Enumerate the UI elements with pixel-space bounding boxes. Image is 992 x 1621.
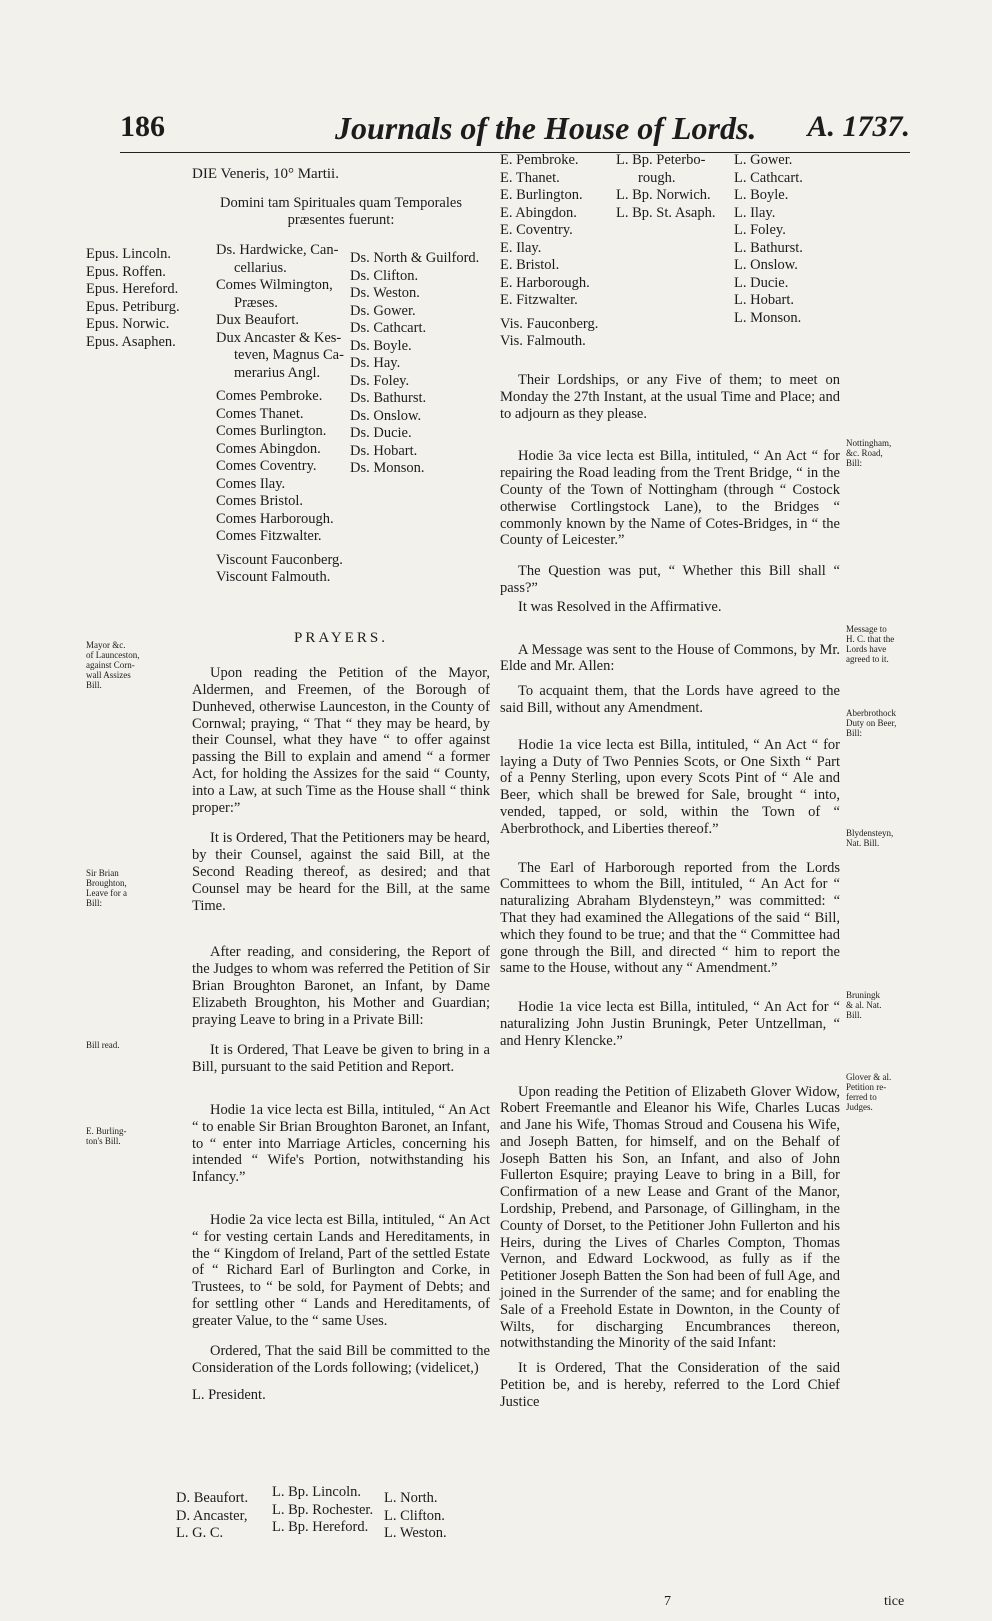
peer-entry: Comes Harborough. <box>216 510 334 527</box>
domini-line: Domini tam Spirituales quam Temporales præsentes fuerunt: <box>220 194 462 228</box>
peer-entry: Comes Thanet. <box>216 405 304 422</box>
acquaint-commons: To acquaint them, that the Lords have agreed to the said Bill, without any Amendment. <box>500 683 840 716</box>
committee-col-1 <box>176 1490 248 1543</box>
peer-entry: Comes Bristol. <box>216 493 304 509</box>
resolved-affirmative: It was Resolved in the Affirmative. <box>518 598 722 615</box>
committee-entry: L. Bp. Lincoln. <box>272 1484 362 1500</box>
committee-entry: L. Monson. <box>734 309 802 326</box>
peer-entry: Ds. Foley. <box>350 372 410 389</box>
peer-entry: Ds. Clifton. <box>350 267 419 284</box>
bishop-entry: Epus. Hereford. <box>86 281 179 297</box>
bill-read-broughton: Hodie 1a vice lecta est Billa, intituled, “ An Act “ to enable Sir Brian Broughton Baronet, an Infant, to “ enter into Marriage Articles, concerning his intended “ Wife's Portion, notwithstanding his Infancy.” <box>192 1101 490 1186</box>
right-column <box>500 372 840 1411</box>
peer-entry: Viscount Falmouth. <box>216 569 331 585</box>
committee-entry: L. Onslow. <box>734 257 798 273</box>
margin-note-bruningk: Bruningk & al. Nat. Bill. <box>846 990 882 1020</box>
peer-entry: Dux Beaufort. <box>216 312 299 328</box>
die-line: DIE Veneris, 10° Martii. <box>192 166 339 182</box>
bishop-entry: Epus. Lincoln. <box>86 246 171 262</box>
committee-entry: D. Ancaster, <box>176 1507 248 1524</box>
committee-entry: L. Bp. Hereford. <box>272 1519 369 1535</box>
order-glover: It is Ordered, That the Consideration of the said Petition be, and is hereby, referred to the Lord Chief Justice <box>500 1360 840 1410</box>
petition-launceston: Upon reading the Petition of the Mayor, Aldermen, and Freemen, of the Borough of Dunheved, otherwise Launceston, in the County of Cornwal; praying, “ That “ they may be heard, by their Counsel, what they have “ to offer against passing the Bill to explain and amend “ a former Act, for holding the Assizes for the said “ County, into a Law, at such Time as the House shall “ think proper:” <box>192 665 490 816</box>
committee-entry: E. Abingdon. <box>500 204 577 221</box>
margin-note-blydensteyn: Blydensteyn, Nat. Bill. <box>846 828 894 848</box>
catchword: tice <box>884 1594 905 1609</box>
committee-entry: E. Coventry. <box>500 222 573 238</box>
bill-burlington: Hodie 2a vice lecta est Billa, intituled, “ An Act “ for vesting certain Lands and Hereditaments, in the “ Kingdom of Ireland, Part of the settled Estate of “ Richard Earl of Burlington and Corke, in Trustees, to “ be sold, for Payment of Debts; and for settling other “ Lands and Hereditaments, of greater Value, to the “ same Uses. <box>192 1211 490 1329</box>
committee-entry: L. G. C. <box>176 1525 224 1541</box>
committee-entry: E. Harborough. <box>500 274 590 291</box>
order-broughton: It is Ordered, That Leave be given to bring in a Bill, pursuant to the said Petition and Report. <box>192 1042 490 1076</box>
petition-glover: Upon reading the Petition of Elizabeth Glover Widow, Robert Freemantle and Eleanor his Wife, Charles Lucas and Jane his Wife, Thomas Stroud and Cousena his Wife, and Joseph Batten, for himself, and on the Behalf of Joseph Batten his Son, an Infant, and also of John Fullerton Esquire; praying Leave to bring in a Bill, for Confirmation of a new Lease and Grant of the Manor, Lordship, Prebend, and Parsonage, of Gillingham, in the County of Dorset, to the Petitioner John Fullerton and his Heirs, during the Lives of Charles Compton, Thomas Vernon, and Edward Lockwood, as fully as if the Petitioner Joseph Batten the Son had been of full Age, and joined in the Surrender of the same; and for enabling the Sale of a Freehold Estate in Downton, in the County of Wilts, for discharging Encumbrances thereon, notwithstanding the Minority of the said Infant: <box>500 1083 840 1352</box>
margin-note-bill-read: Bill read. <box>86 1040 120 1050</box>
committee-entry: L. Foley. <box>734 222 786 238</box>
bill-nottingham: Hodie 3a vice lecta est Billa, intituled, “ An Act “ for repairing the Road leading from the Trent Bridge, “ in the County of the Town of Nottingham (through “ Costock otherwise Cortlingstock Lane), to the Bridges “ commonly known by the Name of Cotes-Bridges, in “ the County of Leicester.” <box>500 448 840 549</box>
peers-list-b <box>350 250 479 478</box>
peer-entry: Ds. North & Guilford. <box>350 250 480 266</box>
report-broughton: After reading, and considering, the Report of the Judges to whom was referred the Petition of Sir Brian Broughton Baronet, an Infant, by Dame Elizabeth Broughton, his Mother and Guardian; praying Leave to bring in a Private Bill: <box>192 944 490 1028</box>
margin-note-launceston: Mayor &c. of Launceston, against Corn- wall Assizes Bill. <box>86 640 140 690</box>
peer-entry: merarius Angl. <box>234 364 321 381</box>
peer-entry: Præses. <box>234 294 278 311</box>
report-harborough: The Earl of Harborough reported from the Lords Committees to whom the Bill, intituled, “ An Act for “ naturalizing Abraham Blydensteyn,” was committed: “ That they had examined the Allegations of the said “ Bill, which they found to be true; and that the “ Committee had gone through the Bill, and directed “ him to report the same to the House, without any “ Amendment.” <box>500 859 840 977</box>
peer-entry: Comes Wilmington, <box>216 277 333 293</box>
peer-entry: Ds. Bathurst. <box>350 390 427 406</box>
margin-note-nottingham: Nottingham, &c. Road, Bill: <box>846 438 892 468</box>
committee-entry: E. Pembroke. <box>500 152 579 168</box>
committee-entry: L. Cathcart. <box>734 169 803 186</box>
committee-entry: L. Boyle. <box>734 187 789 203</box>
peer-entry: Ds. Weston. <box>350 285 420 301</box>
margin-note-message: Message to H. C. that the Lords have agreed to it. <box>846 624 895 664</box>
peer-entry: Ds. Ducie. <box>350 425 412 441</box>
committee-col-5 <box>616 152 716 222</box>
peer-entry: Comes Abingdon. <box>216 440 321 457</box>
committee-entry: L. Bp. Rochester. <box>272 1501 374 1518</box>
committee-entry: L. Gower. <box>734 152 793 168</box>
margin-note-burlington: E. Burling- ton's Bill. <box>86 1126 127 1146</box>
committee-entry: L. Weston. <box>384 1525 447 1541</box>
peer-entry: Ds. Onslow. <box>350 407 422 424</box>
page-number: 186 <box>120 110 165 143</box>
peer-entry: Ds. Gower. <box>350 302 416 319</box>
committee-entry: Vis. Fauconberg. <box>500 315 599 332</box>
committee-entry: E. Thanet. <box>500 169 560 186</box>
committee-entry: Vis. Falmouth. <box>500 333 586 349</box>
margin-note-glover: Glover & al. Petition re- ferred to Judges. <box>846 1072 892 1112</box>
bill-aberbrothock: Hodie 1a vice lecta est Billa, intituled, “ An Act “ for laying a Duty of Two Pennies Scots, or One Sixth “ Part of a Penny Sterling, upon every Scots Pint of “ Ale and Beer, which shall be brewed for Sale, brought “ into, vended, tapped, or sold, within the Town of “ Aberbrothock, and Liberties thereof.” <box>500 736 840 837</box>
committee-entry: rough. <box>638 169 676 186</box>
peer-entry: Comes Coventry. <box>216 458 317 474</box>
committee-col-2 <box>272 1484 373 1537</box>
committee-col-3 <box>384 1490 447 1543</box>
signature-mark: 7 <box>664 1594 671 1609</box>
bishop-entry: Epus. Norwic. <box>86 316 170 332</box>
committee-entry: L. Hobart. <box>734 292 794 308</box>
bishop-entry: Epus. Petriburg. <box>86 298 180 315</box>
margin-note-aberbrothock: Aberbrothock Duty on Beer, Bill: <box>846 708 897 738</box>
bishops-list <box>86 246 180 351</box>
committee-entry: E. Burlington. <box>500 187 583 203</box>
peer-entry: Ds. Hay. <box>350 355 401 371</box>
lordships-meeting: Their Lordships, or any Five of them; to meet on Monday the 27th Instant, at the usual Time and Place; and to adjourn as they please. <box>500 372 840 422</box>
peer-entry: Comes Fitzwalter. <box>216 528 322 544</box>
committee-entry: L. Ilay. <box>734 204 776 221</box>
peer-entry: Comes Ilay. <box>216 475 286 492</box>
committee-entry: D. Beaufort. <box>176 1490 249 1506</box>
peer-entry: Ds. Monson. <box>350 460 425 476</box>
prayers-heading: PRAYERS. <box>294 630 388 647</box>
peer-entry: Viscount Fauconberg. <box>216 551 343 568</box>
committee-entry: L. North. <box>384 1490 438 1506</box>
committee-entry: E. Fitzwalter. <box>500 292 578 308</box>
peer-entry: Ds. Boyle. <box>350 337 412 354</box>
peer-entry: teven, Magnus Ca- <box>234 347 344 363</box>
order-launceston: It is Ordered, That the Petitioners may be heard, by their Counsel, against the said Bill, at the Second Reading thereof, as desired; and that Counsel may be heard for the Bill, at the same Time. <box>192 830 490 914</box>
committee-entry: L. Bathurst. <box>734 239 803 256</box>
committee-entry: L. Bp. St. Asaph. <box>616 204 716 221</box>
margin-note-broughton: Sir Brian Broughton, Leave for a Bill: <box>86 868 127 908</box>
bishop-entry: Epus. Roffen. <box>86 263 166 280</box>
page-title: Journals of the House of Lords. <box>335 110 757 146</box>
peer-entry: Ds. Cathcart. <box>350 320 427 336</box>
peer-entry: Dux Ancaster & Kes- <box>216 329 342 346</box>
committee-col-4 <box>500 152 598 351</box>
message-commons: A Message was sent to the House of Commons, by Mr. Elde and Mr. Allen: <box>500 641 840 675</box>
committee-president: L. President. <box>192 1387 266 1404</box>
peer-entry: Comes Burlington. <box>216 423 327 439</box>
committee-entry: L. Ducie. <box>734 274 789 291</box>
committee-entry: L. Bp. Peterbo- <box>616 152 706 168</box>
bill-bruningk: Hodie 1a vice lecta est Billa, intituled, “ An Act for “ naturalizing John Justin Bruningk, Peter Untzellman, “ and Henry Klencke.” <box>500 999 840 1049</box>
page-year: A. 1737. <box>807 110 910 143</box>
peer-entry: cellarius. <box>234 259 287 276</box>
order-committee: Ordered, That the said Bill be committed to the Consideration of the Lords following; (videlicet,) <box>192 1343 490 1377</box>
committee-entry: L. Clifton. <box>384 1507 445 1524</box>
committee-entry: L. Bp. Norwich. <box>616 187 711 203</box>
question-put: The Question was put, “ Whether this Bill shall “ pass?” <box>500 563 840 596</box>
peer-entry: Ds. Hobart. <box>350 442 418 459</box>
peers-list-a <box>216 242 344 587</box>
bishop-entry: Epus. Asaphen. <box>86 333 176 350</box>
committee-entry: E. Bristol. <box>500 257 560 273</box>
peer-entry: Comes Pembroke. <box>216 388 323 404</box>
committee-entry: E. Ilay. <box>500 239 542 256</box>
committee-col-6 <box>734 152 803 327</box>
peer-entry: Ds. Hardwicke, Can- <box>216 242 339 258</box>
